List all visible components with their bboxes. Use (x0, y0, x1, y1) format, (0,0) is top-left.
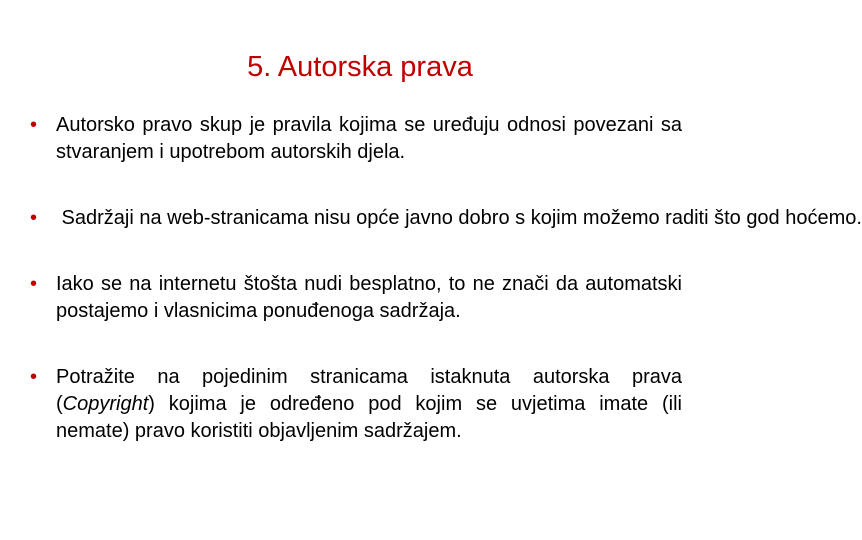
bullet-text: Autorsko pravo skup je pravila kojima se uređuju odnosi povezani sa stvaranjem i upotrebom autorskih djela. (56, 114, 682, 163)
copyright-term: Copyright (62, 393, 149, 415)
bullet-text-after: ) kojima je određeno pod kojim se uvjetima imate (ili nemate) pravo koristiti objavljenim sadržajem. (56, 393, 682, 442)
bullet-dot-icon: • (30, 366, 38, 388)
bullet-text: Sadržaji na web-stranicama nisu opće javno dobro s kojim možemo raditi što god hoćemo. (56, 207, 862, 229)
bullet-list (30, 112, 862, 445)
slide-title: 5. Autorska prava (247, 51, 473, 83)
bullet-dot-icon: • (30, 207, 38, 229)
bullet-text: Iako se na internetu štošta nudi besplatno, to ne znači da automatski postajemo i vlasnicima ponuđenoga sadržaja. (56, 273, 682, 322)
bullet-item-3 (30, 271, 682, 325)
bullet-item-4 (30, 364, 682, 445)
bullet-dot-icon: • (30, 114, 38, 136)
bullet-text-before: Potražite na pojedinim stranicama istaknuta autorska prava ( (56, 366, 682, 415)
bullet-item-2 (30, 205, 862, 232)
bullet-dot-icon: • (30, 273, 38, 295)
bullet-item-1 (30, 112, 682, 166)
